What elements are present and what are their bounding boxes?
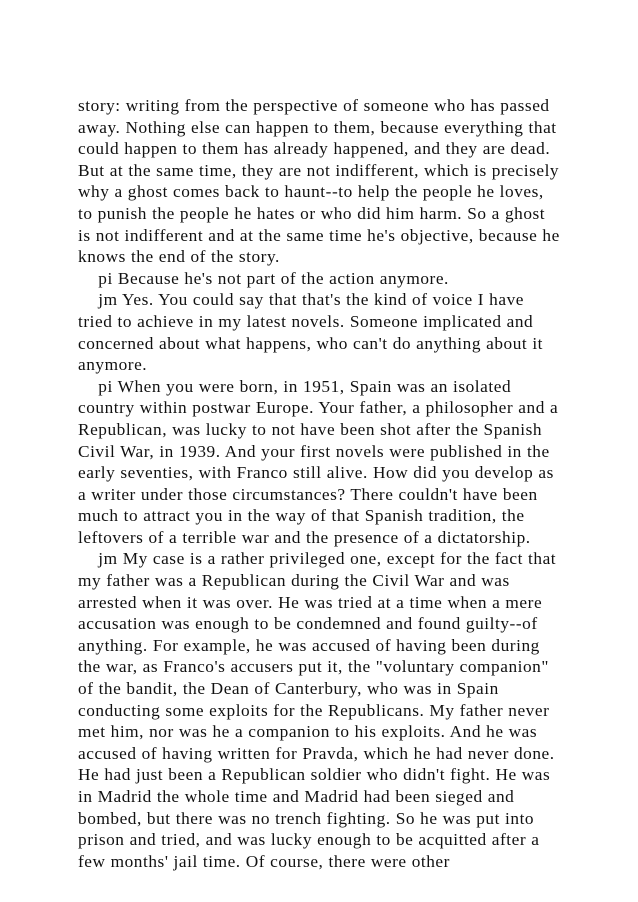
text-line: my father was a Republican during the Civil War and was [78,571,510,591]
text-line: leftovers of a terrible war and the presence of a dictatorship. [78,527,531,547]
text-line: knows the end of the story. [78,247,280,267]
text-line: concerned about what happens, who can't do anything about it [78,333,544,353]
text-line: But at the same time, they are not indifferent, which is precisely [78,160,560,180]
text-line: country within postwar Europe. Your father, a philosopher and a [78,398,559,418]
text-line: early seventies, with Franco still alive. How did you develop as [78,463,554,483]
text-line: away. Nothing else can happen to them, because everything that [78,117,557,137]
text-line: to punish the people he hates or who did him harm. So a ghost [78,203,546,223]
text-line: accused of having written for Pravda, which he had never done. [78,743,555,763]
text-line: arrested when it was over. He was tried at a time when a mere [78,592,543,612]
text-line: much to attract you in the way of that Spanish tradition, the [78,506,525,526]
text-line: why a ghost comes back to haunt--to help the people he loves, [78,182,544,202]
text-line: the war, as Franco's accusers put it, the "voluntary companion" [78,657,549,677]
text-line: pi Because he's not part of the action anymore. [78,268,449,288]
body-text [78,95,578,872]
text-line: accusation was enough to be condemned and found guilty--of [78,614,538,634]
text-line: jm Yes. You could say that that's the kind of voice I have [78,290,525,310]
text-line: He had just been a Republican soldier who didn't fight. He was [78,765,551,785]
text-line: prison and tried, and was lucky enough to be acquitted after a [78,830,540,850]
text-line: anything. For example, he was accused of having been during [78,635,540,655]
text-line: few months' jail time. Of course, there were other [78,851,450,871]
text-line: story: writing from the perspective of someone who has passed [78,96,550,115]
text-line: met him, nor was he a companion to his exploits. And he was [78,722,538,742]
text-line: could happen to them has already happened, and they are dead. [78,139,551,159]
text-line: anymore. [78,355,148,375]
text-line: in Madrid the whole time and Madrid had been sieged and [78,787,515,806]
text-line: is not indifferent and at the same time he's objective, because he [78,225,560,245]
text-line: jm My case is a rather privileged one, except for the fact that [78,549,557,569]
text-line: bombed, but there was no trench fighting. So he was put into [78,808,535,828]
text-line: Civil War, in 1939. And your first novels were published in the [78,441,550,461]
text-line: Republican, was lucky to not have been shot after the Spanish [78,419,543,439]
text-line: tried to achieve in my latest novels. Someone implicated and [78,311,534,331]
text-line: a writer under those circumstances? There couldn't have been [78,484,538,504]
text-line: of the bandit, the Dean of Canterbury, who was in Spain [78,679,499,699]
text-line: conducting some exploits for the Republicans. My father never [78,700,550,720]
text-line: pi When you were born, in 1951, Spain was an isolated [78,376,512,396]
